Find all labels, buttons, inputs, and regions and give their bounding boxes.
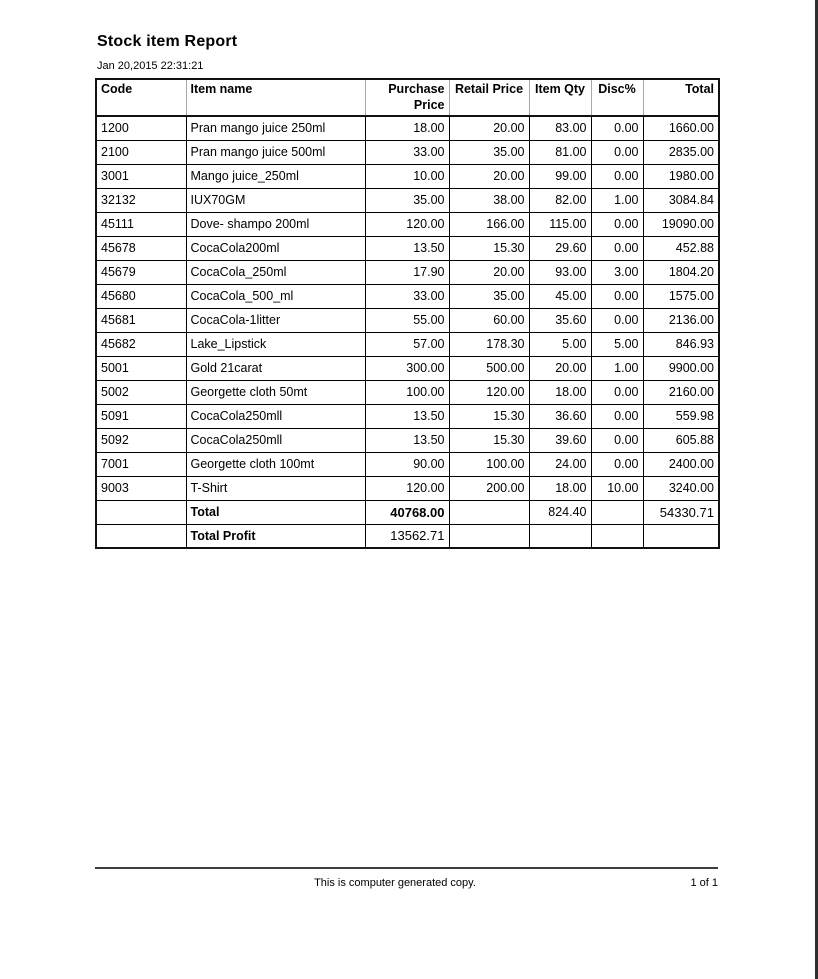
cell-retail-price: 60.00 [449, 308, 529, 332]
cell-item-qty: 24.00 [529, 452, 591, 476]
cell-item-name: CocaCola_250ml [186, 260, 365, 284]
table-row [96, 188, 719, 212]
cell-total: 605.88 [643, 428, 719, 452]
table-row [96, 164, 719, 188]
cell-retail-price: 35.00 [449, 140, 529, 164]
table-row [96, 284, 719, 308]
total-row-purchase-total: 40768.00 [365, 500, 449, 524]
total-row-disc-cell [591, 500, 643, 524]
total-profit-value: 13562.71 [365, 524, 449, 548]
cell-total: 2136.00 [643, 308, 719, 332]
cell-total: 1660.00 [643, 116, 719, 140]
column-header-disc-percent: Disc% [591, 79, 643, 116]
cell-retail-price: 15.30 [449, 428, 529, 452]
cell-disc-percent: 0.00 [591, 380, 643, 404]
cell-disc-percent: 0.00 [591, 452, 643, 476]
cell-disc-percent: 0.00 [591, 404, 643, 428]
total-profit-retail-cell [449, 524, 529, 548]
cell-item-qty: 20.00 [529, 356, 591, 380]
total-profit-qty-cell [529, 524, 591, 548]
cell-total: 1575.00 [643, 284, 719, 308]
cell-total: 2835.00 [643, 140, 719, 164]
cell-purchase-price: 120.00 [365, 212, 449, 236]
report-timestamp: Jan 20,2015 22:31:21 [97, 60, 204, 72]
cell-purchase-price: 300.00 [365, 356, 449, 380]
cell-item-name: Georgette cloth 50mt [186, 380, 365, 404]
cell-item-qty: 35.60 [529, 308, 591, 332]
cell-disc-percent: 0.00 [591, 140, 643, 164]
cell-purchase-price: 55.00 [365, 308, 449, 332]
cell-purchase-price: 100.00 [365, 380, 449, 404]
cell-total: 559.98 [643, 404, 719, 428]
cell-purchase-price: 35.00 [365, 188, 449, 212]
cell-total: 1804.20 [643, 260, 719, 284]
column-header-purchase-price: Purchase Price [365, 79, 449, 116]
cell-retail-price: 38.00 [449, 188, 529, 212]
cell-total: 3240.00 [643, 476, 719, 500]
cell-code: 5092 [96, 428, 186, 452]
cell-total: 452.88 [643, 236, 719, 260]
cell-purchase-price: 10.00 [365, 164, 449, 188]
cell-code: 45682 [96, 332, 186, 356]
cell-total: 3084.84 [643, 188, 719, 212]
footer-note: This is computer generated copy. [314, 877, 476, 889]
cell-item-qty: 36.60 [529, 404, 591, 428]
cell-retail-price: 100.00 [449, 452, 529, 476]
total-row-grand-total: 54330.71 [643, 500, 719, 524]
cell-code: 45111 [96, 212, 186, 236]
cell-item-name: T-Shirt [186, 476, 365, 500]
cell-code: 45680 [96, 284, 186, 308]
cell-code: 32132 [96, 188, 186, 212]
cell-code: 1200 [96, 116, 186, 140]
cell-item-name: IUX70GM [186, 188, 365, 212]
cell-code: 7001 [96, 452, 186, 476]
cell-item-qty: 99.00 [529, 164, 591, 188]
column-header-item-name: Item name [186, 79, 365, 116]
cell-purchase-price: 13.50 [365, 428, 449, 452]
cell-purchase-price: 120.00 [365, 476, 449, 500]
cell-item-name: CocaCola250mll [186, 428, 365, 452]
cell-retail-price: 120.00 [449, 380, 529, 404]
cell-item-name: Dove- shampo 200ml [186, 212, 365, 236]
cell-purchase-price: 13.50 [365, 236, 449, 260]
cell-code: 45679 [96, 260, 186, 284]
cell-disc-percent: 5.00 [591, 332, 643, 356]
cell-item-qty: 115.00 [529, 212, 591, 236]
column-header-total: Total [643, 79, 719, 116]
total-profit-disc-cell [591, 524, 643, 548]
cell-item-name: Lake_Lipstick [186, 332, 365, 356]
cell-item-name: CocaCola250mll [186, 404, 365, 428]
cell-disc-percent: 10.00 [591, 476, 643, 500]
table-row [96, 452, 719, 476]
cell-purchase-price: 13.50 [365, 404, 449, 428]
cell-item-name: CocaCola_500_ml [186, 284, 365, 308]
cell-code: 9003 [96, 476, 186, 500]
table-row [96, 332, 719, 356]
cell-total: 19090.00 [643, 212, 719, 236]
total-row-label: Total [186, 500, 365, 524]
cell-purchase-price: 18.00 [365, 116, 449, 140]
cell-item-name: Mango juice_250ml [186, 164, 365, 188]
cell-total: 1980.00 [643, 164, 719, 188]
cell-code: 45678 [96, 236, 186, 260]
cell-total: 9900.00 [643, 356, 719, 380]
cell-disc-percent: 0.00 [591, 116, 643, 140]
cell-retail-price: 15.30 [449, 236, 529, 260]
table-row [96, 260, 719, 284]
cell-item-qty: 5.00 [529, 332, 591, 356]
table-row [96, 380, 719, 404]
cell-retail-price: 15.30 [449, 404, 529, 428]
cell-disc-percent: 1.00 [591, 356, 643, 380]
cell-item-qty: 29.60 [529, 236, 591, 260]
total-row-code-cell [96, 500, 186, 524]
cell-code: 5091 [96, 404, 186, 428]
page-number: 1 of 1 [690, 877, 718, 889]
cell-item-name: Georgette cloth 100mt [186, 452, 365, 476]
total-profit-row [96, 524, 719, 548]
cell-item-qty: 82.00 [529, 188, 591, 212]
total-profit-code-cell [96, 524, 186, 548]
cell-item-name: Pran mango juice 500ml [186, 140, 365, 164]
cell-purchase-price: 90.00 [365, 452, 449, 476]
cell-retail-price: 178.30 [449, 332, 529, 356]
cell-item-qty: 45.00 [529, 284, 591, 308]
cell-item-name: CocaCola-1litter [186, 308, 365, 332]
cell-retail-price: 200.00 [449, 476, 529, 500]
cell-item-qty: 18.00 [529, 476, 591, 500]
cell-item-name: Gold 21carat [186, 356, 365, 380]
stock-table-body [96, 116, 719, 500]
column-header-item-qty: Item Qty [529, 79, 591, 116]
report-title: Stock item Report [97, 33, 238, 50]
cell-disc-percent: 0.00 [591, 284, 643, 308]
total-profit-label: Total Profit [186, 524, 365, 548]
cell-disc-percent: 0.00 [591, 308, 643, 332]
cell-purchase-price: 33.00 [365, 284, 449, 308]
stock-table [95, 78, 720, 549]
cell-item-qty: 18.00 [529, 380, 591, 404]
cell-disc-percent: 0.00 [591, 164, 643, 188]
footer-divider [95, 867, 718, 869]
table-row [96, 476, 719, 500]
cell-item-qty: 93.00 [529, 260, 591, 284]
total-profit-total-cell [643, 524, 719, 548]
cell-code: 45681 [96, 308, 186, 332]
cell-retail-price: 166.00 [449, 212, 529, 236]
cell-disc-percent: 3.00 [591, 260, 643, 284]
column-header-retail-price: Retail Price [449, 79, 529, 116]
cell-disc-percent: 0.00 [591, 428, 643, 452]
cell-disc-percent: 0.00 [591, 212, 643, 236]
cell-retail-price: 20.00 [449, 164, 529, 188]
table-row [96, 140, 719, 164]
cell-item-qty: 39.60 [529, 428, 591, 452]
table-row [96, 308, 719, 332]
cell-purchase-price: 57.00 [365, 332, 449, 356]
table-row [96, 404, 719, 428]
table-row [96, 212, 719, 236]
table-row [96, 236, 719, 260]
table-row [96, 428, 719, 452]
column-header-code: Code [96, 79, 186, 116]
cell-total: 2160.00 [643, 380, 719, 404]
cell-retail-price: 20.00 [449, 260, 529, 284]
total-row [96, 500, 719, 524]
cell-retail-price: 35.00 [449, 284, 529, 308]
cell-code: 2100 [96, 140, 186, 164]
cell-total: 2400.00 [643, 452, 719, 476]
cell-item-qty: 83.00 [529, 116, 591, 140]
cell-item-name: Pran mango juice 250ml [186, 116, 365, 140]
cell-code: 5002 [96, 380, 186, 404]
cell-code: 3001 [96, 164, 186, 188]
cell-purchase-price: 17.90 [365, 260, 449, 284]
table-header-row [96, 79, 719, 116]
cell-code: 5001 [96, 356, 186, 380]
cell-disc-percent: 1.00 [591, 188, 643, 212]
cell-retail-price: 500.00 [449, 356, 529, 380]
cell-item-qty: 81.00 [529, 140, 591, 164]
cell-disc-percent: 0.00 [591, 236, 643, 260]
total-row-qty-total: 824.40 [529, 500, 591, 524]
table-row [96, 116, 719, 140]
cell-item-name: CocaCola200ml [186, 236, 365, 260]
cell-total: 846.93 [643, 332, 719, 356]
total-row-retail-cell [449, 500, 529, 524]
cell-retail-price: 20.00 [449, 116, 529, 140]
cell-purchase-price: 33.00 [365, 140, 449, 164]
table-row [96, 356, 719, 380]
